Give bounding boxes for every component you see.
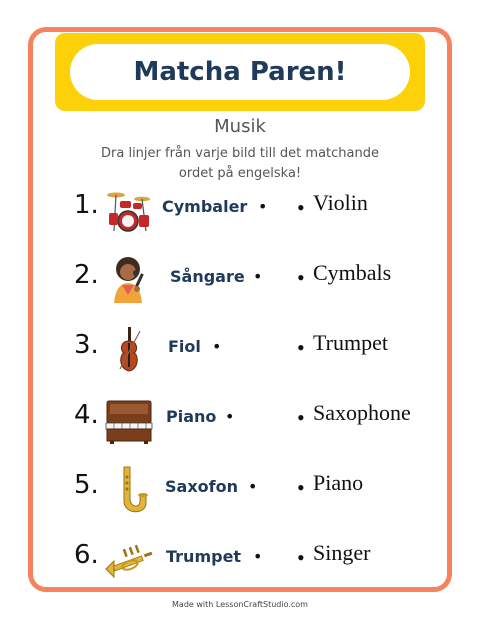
english-word: Saxophone: [313, 400, 411, 425]
violin-icon: [104, 325, 154, 375]
right-match-dot[interactable]: •: [297, 475, 305, 500]
instruction: [70, 144, 410, 184]
english-word: Singer: [313, 540, 371, 565]
row-number: 4.: [74, 400, 99, 430]
title-pill: [70, 44, 410, 100]
row-number: 1.: [74, 190, 99, 220]
page-title: Matcha Paren!: [133, 57, 347, 87]
english-word: Trumpet: [313, 330, 388, 355]
match-row-6: [0, 530, 480, 590]
match-row-5: [0, 460, 480, 520]
right-match-dot[interactable]: •: [297, 405, 305, 430]
english-word: Cymbals: [313, 260, 392, 285]
piano-icon: [104, 395, 154, 445]
row-number: 5.: [74, 470, 99, 500]
subtitle: Musik: [214, 116, 266, 137]
saxophone-icon: [104, 465, 154, 515]
right-match-dot[interactable]: •: [297, 335, 305, 360]
left-match-dot[interactable]: •: [258, 197, 268, 216]
right-match-dot[interactable]: •: [297, 195, 305, 220]
left-match-dot[interactable]: •: [248, 477, 258, 496]
match-row-3: [0, 320, 480, 380]
trumpet-icon: [104, 535, 154, 585]
match-row-1: [0, 180, 480, 240]
singer-icon: [104, 255, 154, 305]
swedish-word: Sångare: [170, 267, 245, 286]
left-match-dot[interactable]: •: [253, 267, 263, 286]
swedish-word: Cymbaler: [162, 197, 248, 216]
footer-credit: Made with LessonCraftStudio.com: [172, 600, 308, 609]
left-match-dot[interactable]: •: [225, 407, 235, 426]
swedish-word: Saxofon: [165, 477, 238, 496]
row-number: 6.: [74, 540, 99, 570]
swedish-word: Fiol: [168, 337, 201, 356]
english-word: Piano: [313, 470, 364, 495]
right-match-dot[interactable]: •: [297, 265, 305, 290]
swedish-word: Trumpet: [166, 547, 242, 566]
left-match-dot[interactable]: •: [253, 547, 263, 566]
english-word: Violin: [313, 190, 368, 215]
swedish-word: Piano: [166, 407, 217, 426]
instruction-line-2: ordet på engelska!: [178, 166, 302, 181]
right-match-dot[interactable]: •: [297, 545, 305, 570]
drum-kit-icon: [104, 185, 154, 235]
match-row-4: [0, 390, 480, 450]
left-match-dot[interactable]: •: [212, 337, 222, 356]
row-number: 3.: [74, 330, 99, 360]
instruction-line-1: Dra linjer från varje bild till det matchande: [101, 146, 379, 161]
match-row-2: [0, 250, 480, 310]
row-number: 2.: [74, 260, 99, 290]
